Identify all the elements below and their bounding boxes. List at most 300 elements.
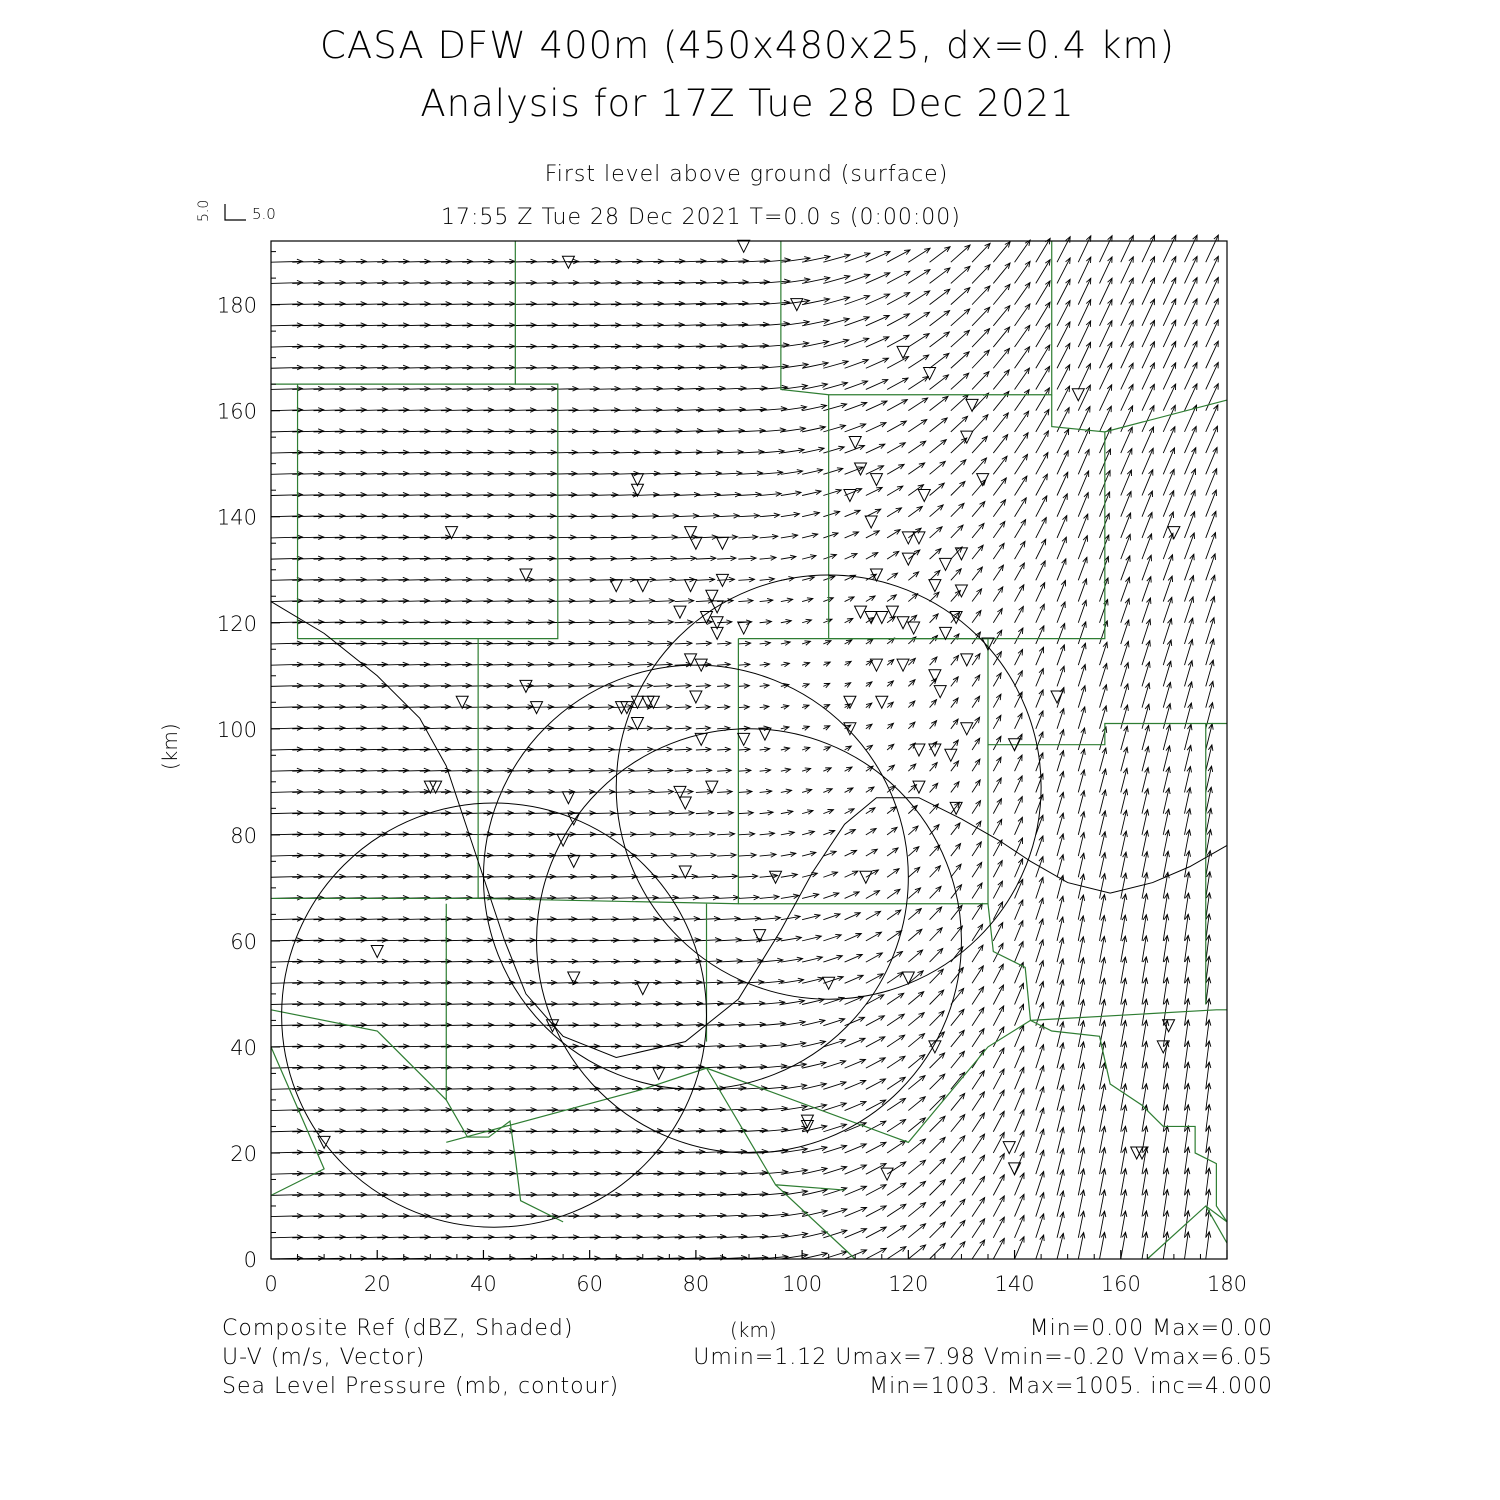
wind-vector (1057, 429, 1069, 453)
wind-vector (1057, 580, 1066, 601)
wind-vector (908, 992, 923, 1005)
wind-vector (696, 726, 711, 731)
wind-vector (1036, 940, 1044, 962)
wind-vector (993, 881, 1002, 898)
wind-vector (760, 832, 775, 837)
wind-vector (760, 810, 773, 815)
wind-vector (781, 491, 801, 496)
wind-vector (866, 1037, 885, 1047)
wind-vector (866, 423, 886, 432)
wind-vector (271, 683, 302, 688)
footer-pressure-stats: Min=1003. Max=1005. inc=4.000 (869, 1374, 1273, 1399)
x-tick-label: 100 (782, 1272, 823, 1296)
wind-vector (993, 1069, 1004, 1089)
wind-vector (823, 683, 829, 687)
wind-vector (760, 853, 776, 858)
wind-vector (738, 577, 754, 582)
wind-vector (1036, 561, 1045, 580)
wind-vector (823, 425, 845, 432)
wind-vector (1121, 663, 1129, 687)
wind-vector (930, 907, 942, 920)
wind-vector (1015, 1110, 1024, 1132)
station-marker (849, 436, 861, 448)
wind-vector (930, 461, 946, 474)
wind-vector (823, 1018, 844, 1025)
wind-vector (823, 810, 833, 814)
wind-vector (1015, 520, 1026, 538)
county-boundary-line (781, 241, 1052, 395)
wind-vector (760, 747, 770, 752)
wind-vector (951, 1051, 965, 1068)
station-marker (955, 585, 967, 597)
wind-vector (653, 683, 671, 688)
wind-vector (993, 861, 1002, 878)
wind-vector (823, 619, 832, 623)
wind-vector (802, 533, 818, 538)
wind-vector (930, 635, 938, 644)
wind-vector (972, 759, 980, 771)
wind-vector (908, 334, 929, 347)
wind-vector (845, 338, 869, 347)
wind-vector (696, 556, 716, 561)
wind-vector (951, 823, 960, 835)
wind-vector (823, 726, 830, 730)
wind-vector (845, 746, 852, 751)
footer-reflectivity-stats: Min=0.00 Max=0.00 (1029, 1316, 1273, 1341)
level-subtitle: First level above ground (surface) (544, 162, 949, 187)
wind-vector (930, 845, 940, 856)
wind-vector (930, 1074, 945, 1089)
wind-vector (993, 778, 1001, 792)
wind-vector (1015, 859, 1023, 878)
county-boundary-line (776, 1185, 856, 1259)
wind-vector (696, 684, 711, 689)
wind-vector (1057, 386, 1070, 411)
wind-vector (951, 1242, 965, 1259)
wind-vector (1036, 583, 1045, 602)
wind-vector (823, 914, 840, 920)
station-marker (945, 749, 957, 761)
wind-vector (845, 510, 861, 516)
wind-vector (930, 570, 940, 580)
wind-vector (972, 502, 985, 517)
wind-vector (993, 242, 1010, 263)
wind-vector (1015, 1237, 1024, 1259)
wind-vector (271, 1150, 302, 1155)
wind-vector (866, 401, 887, 411)
wind-vector (972, 350, 989, 368)
station-marker (870, 474, 882, 486)
wind-vector (590, 599, 615, 604)
wind-vector (1015, 283, 1030, 305)
wind-vector (675, 620, 693, 625)
wind-vector (930, 396, 948, 410)
x-axis-label: (km) (730, 1318, 777, 1342)
wind-vector (908, 572, 918, 581)
wind-vector (887, 486, 903, 495)
station-marker (918, 490, 930, 502)
wind-vector (781, 726, 789, 731)
wind-vector (993, 1006, 1003, 1026)
x-tick-label: 40 (470, 1272, 497, 1296)
wind-vector (993, 964, 1003, 983)
wind-vector (802, 512, 819, 517)
wind-vector (972, 307, 990, 326)
wind-vector (951, 1157, 965, 1174)
wind-vector (993, 819, 1001, 835)
wind-vector (653, 577, 675, 582)
wind-vector (1036, 1193, 1044, 1217)
wind-vector (972, 589, 982, 602)
footer-reflectivity-label: Composite Ref (dBZ, Shaded) (222, 1316, 574, 1341)
wind-vector (1100, 342, 1112, 368)
wind-vector (908, 950, 922, 962)
wind-vector (802, 447, 824, 453)
wind-vector (1078, 600, 1086, 622)
wind-vector (972, 393, 989, 411)
wind-vector (1100, 706, 1107, 729)
wind-vector (823, 554, 836, 559)
wind-vector (1100, 385, 1112, 411)
wind-vector (993, 456, 1007, 474)
wind-vector (1036, 774, 1043, 793)
wind-vector (887, 807, 896, 814)
wind-vector (823, 789, 832, 793)
wind-vector (1015, 1004, 1024, 1025)
wind-vector (1036, 669, 1044, 687)
wind-vector (972, 545, 983, 559)
wind-vector (271, 747, 302, 752)
wind-vector (1015, 628, 1023, 644)
wind-vector (887, 335, 909, 347)
wind-vector (1036, 238, 1050, 262)
wind-vector (993, 306, 1010, 326)
wind-vector (951, 698, 958, 708)
wind-vector (951, 352, 969, 369)
station-marker (913, 744, 925, 756)
wind-vector (1121, 556, 1130, 581)
wind-vector (653, 599, 674, 604)
wind-vector (866, 849, 877, 856)
wind-vector (781, 1253, 808, 1259)
wind-vector (1078, 770, 1085, 793)
wind-vector (802, 705, 809, 709)
wind-vector (1036, 1003, 1044, 1026)
wind-vector (993, 1175, 1004, 1196)
wind-vector (1142, 577, 1151, 602)
wind-vector (696, 832, 715, 837)
wind-vector (908, 291, 929, 305)
county-boundary-line (738, 745, 988, 904)
wind-vector (696, 705, 710, 710)
wind-vector (823, 1103, 846, 1111)
wind-vector (1036, 366, 1050, 389)
wind-vector (1100, 1232, 1106, 1259)
y-tick-label: 120 (216, 611, 257, 636)
wind-vector (972, 675, 980, 686)
wind-vector (887, 271, 910, 283)
station-marker (876, 696, 888, 708)
wind-vector (1121, 726, 1128, 750)
wind-vector (845, 402, 867, 410)
title-line-1: CASA DFW 400m (450x480x25, dx=0.4 km) (320, 24, 1175, 67)
wind-vector (908, 680, 915, 687)
wind-vector (930, 614, 939, 623)
wind-vector (271, 959, 302, 964)
wind-vector (696, 874, 717, 879)
wind-vector (823, 934, 841, 940)
station-marker (738, 240, 750, 252)
wind-vector (1121, 577, 1130, 601)
wind-vector (1036, 877, 1044, 898)
wind-vector (1015, 692, 1023, 708)
wind-vector (908, 909, 921, 920)
wind-vector (845, 467, 864, 474)
wind-vector (823, 511, 839, 517)
wind-vector (908, 594, 917, 602)
vector-scale-x-label: 5.0 (252, 205, 276, 223)
wind-vector (1078, 364, 1090, 390)
wind-vector (930, 928, 943, 941)
wind-vector (993, 673, 1001, 686)
wind-vector (823, 830, 834, 835)
wind-vector (781, 957, 803, 962)
wind-vector (271, 917, 302, 922)
wind-vector (1057, 666, 1064, 686)
wind-vector (781, 810, 793, 815)
wind-vector (866, 380, 888, 390)
wind-vector (1078, 300, 1090, 326)
wind-vector (760, 556, 776, 561)
wind-vector (1036, 1087, 1044, 1111)
wind-vector (802, 977, 823, 983)
wind-vector (1057, 792, 1064, 813)
wind-vector (993, 715, 1001, 729)
station-marker (940, 558, 952, 570)
wind-vector (972, 717, 980, 729)
wind-vector (887, 848, 898, 856)
station-marker (674, 606, 686, 618)
wind-vector (1036, 898, 1044, 920)
wind-vector (717, 768, 731, 773)
wind-vector (972, 1092, 984, 1111)
wind-vector (951, 1199, 965, 1216)
wind-vector (738, 535, 757, 540)
wind-vector (930, 1201, 946, 1217)
wind-vector (993, 284, 1010, 304)
wind-vector (951, 1072, 965, 1089)
wind-vector (1036, 539, 1046, 559)
wind-vector (271, 705, 302, 710)
wind-vector (738, 705, 749, 710)
wind-vector (1100, 769, 1107, 792)
wind-vector (930, 742, 937, 750)
wind-vector (951, 503, 964, 516)
wind-vector (781, 789, 792, 794)
wind-vector (1015, 983, 1024, 1004)
wind-vector (845, 661, 852, 666)
wind-vector (908, 847, 919, 856)
wind-vector (1057, 494, 1067, 517)
wind-vector (930, 825, 939, 835)
wind-vector (908, 1160, 925, 1174)
wind-vector (908, 929, 922, 941)
wind-vector (738, 599, 753, 604)
wind-vector (845, 1080, 866, 1089)
wind-vector (271, 365, 302, 370)
wind-vector (1015, 797, 1023, 814)
wind-vector (696, 747, 711, 752)
wind-vector (887, 1204, 906, 1216)
wind-vector (1015, 942, 1024, 963)
wind-vector (760, 768, 771, 773)
wind-vector (930, 1137, 946, 1153)
wind-vector (972, 945, 983, 962)
wind-vector (887, 378, 908, 389)
wind-vector (781, 534, 798, 539)
wind-vector (951, 1178, 965, 1195)
wind-vector (802, 641, 810, 645)
station-markers (318, 240, 1180, 1180)
wind-vector (738, 492, 761, 497)
wind-vector (1121, 641, 1129, 665)
wind-vector (1015, 585, 1024, 602)
wind-vector (845, 830, 856, 835)
wind-vector (760, 895, 779, 900)
wind-vector (1015, 454, 1028, 474)
wind-vector (930, 886, 942, 898)
wind-vector (866, 808, 875, 814)
wind-vector (1100, 406, 1112, 432)
wind-vector (866, 1206, 886, 1217)
wind-vector (696, 620, 712, 625)
wind-vector (993, 1090, 1004, 1110)
wind-vector (887, 551, 899, 559)
title-line-2: Analysis for 17Z Tue 28 Dec 2021 (420, 82, 1075, 125)
wind-vector (951, 761, 959, 771)
wind-vector (972, 654, 980, 666)
wind-vector (887, 889, 900, 898)
wind-vector (887, 1120, 906, 1132)
wind-vector (908, 971, 923, 984)
wind-vector (1036, 604, 1044, 623)
wind-vector (845, 1038, 865, 1047)
wind-vector (653, 811, 674, 816)
wind-vector (781, 641, 790, 646)
wind-vector (972, 1134, 984, 1153)
wind-vector (271, 259, 302, 264)
wind-vector (1036, 1235, 1044, 1259)
station-marker (557, 834, 569, 846)
wind-vector (717, 832, 735, 837)
wind-vector (823, 768, 831, 772)
wind-vector (1036, 1150, 1044, 1174)
wind-vector (802, 935, 821, 941)
station-marker (679, 797, 691, 809)
wind-vector (1121, 491, 1131, 516)
wind-vector (760, 937, 782, 942)
wind-vector (993, 587, 1003, 602)
wind-vector (930, 592, 939, 601)
wind-vector (1121, 513, 1131, 538)
wind-vector (1057, 771, 1064, 792)
wind-vector (845, 1165, 867, 1174)
wind-vector (908, 1013, 924, 1026)
wind-vector (1078, 514, 1088, 538)
wind-vector (930, 1053, 945, 1068)
wind-vector (1015, 1025, 1024, 1047)
wind-vector (1036, 453, 1048, 475)
wind-vector (717, 684, 730, 689)
wind-vector (271, 853, 302, 858)
wind-vector (908, 1203, 925, 1217)
wind-vector (1015, 755, 1023, 771)
wind-vector (1121, 1232, 1127, 1259)
wind-vector (887, 530, 900, 538)
wind-vector (951, 968, 964, 984)
station-marker (929, 744, 941, 756)
wind-vector (930, 549, 941, 560)
wind-vector (1142, 534, 1152, 559)
wind-vector (653, 726, 671, 731)
wind-vector (1078, 557, 1087, 580)
wind-vector (1036, 982, 1044, 1005)
wind-vector (823, 1209, 847, 1217)
wind-vector (887, 1141, 906, 1153)
wind-vector (1206, 1232, 1211, 1259)
wind-vector (1057, 451, 1068, 475)
wind-vector (972, 862, 982, 877)
wind-vector (802, 684, 809, 688)
wind-vector (908, 1055, 925, 1069)
wind-vector (675, 705, 691, 710)
wind-vector (802, 1040, 825, 1046)
wind-vector (1078, 428, 1089, 453)
wind-vector (760, 789, 772, 794)
wind-vector (1078, 471, 1088, 496)
wind-vector (972, 415, 988, 432)
wind-vector (845, 954, 863, 962)
station-marker (966, 399, 978, 411)
wind-vector (802, 914, 820, 919)
wind-vector (1015, 1194, 1024, 1216)
wind-vector (887, 681, 893, 686)
wind-vector (271, 1065, 302, 1070)
wind-vector (1121, 449, 1132, 475)
wind-vector (1121, 534, 1131, 559)
pressure-contours (271, 575, 1227, 1227)
wind-vector (887, 421, 906, 432)
wind-vector (781, 747, 790, 752)
wind-vector (823, 403, 846, 410)
y-tick-label: 0 (243, 1248, 257, 1272)
wind-vector (1121, 705, 1129, 729)
wind-vector (632, 726, 652, 731)
wind-vector (1036, 474, 1048, 495)
wind-vector (1057, 751, 1064, 772)
station-marker (637, 580, 649, 592)
wind-vector (632, 641, 653, 646)
wind-vector (1036, 1045, 1044, 1069)
wind-vector (1015, 1173, 1024, 1195)
wind-vector (951, 1009, 964, 1025)
wind-vector (568, 705, 593, 710)
wind-vector (993, 565, 1003, 580)
station-marker (897, 659, 909, 671)
wind-vector (972, 567, 982, 580)
wind-vector (1057, 896, 1064, 919)
wind-vector (1142, 598, 1151, 623)
